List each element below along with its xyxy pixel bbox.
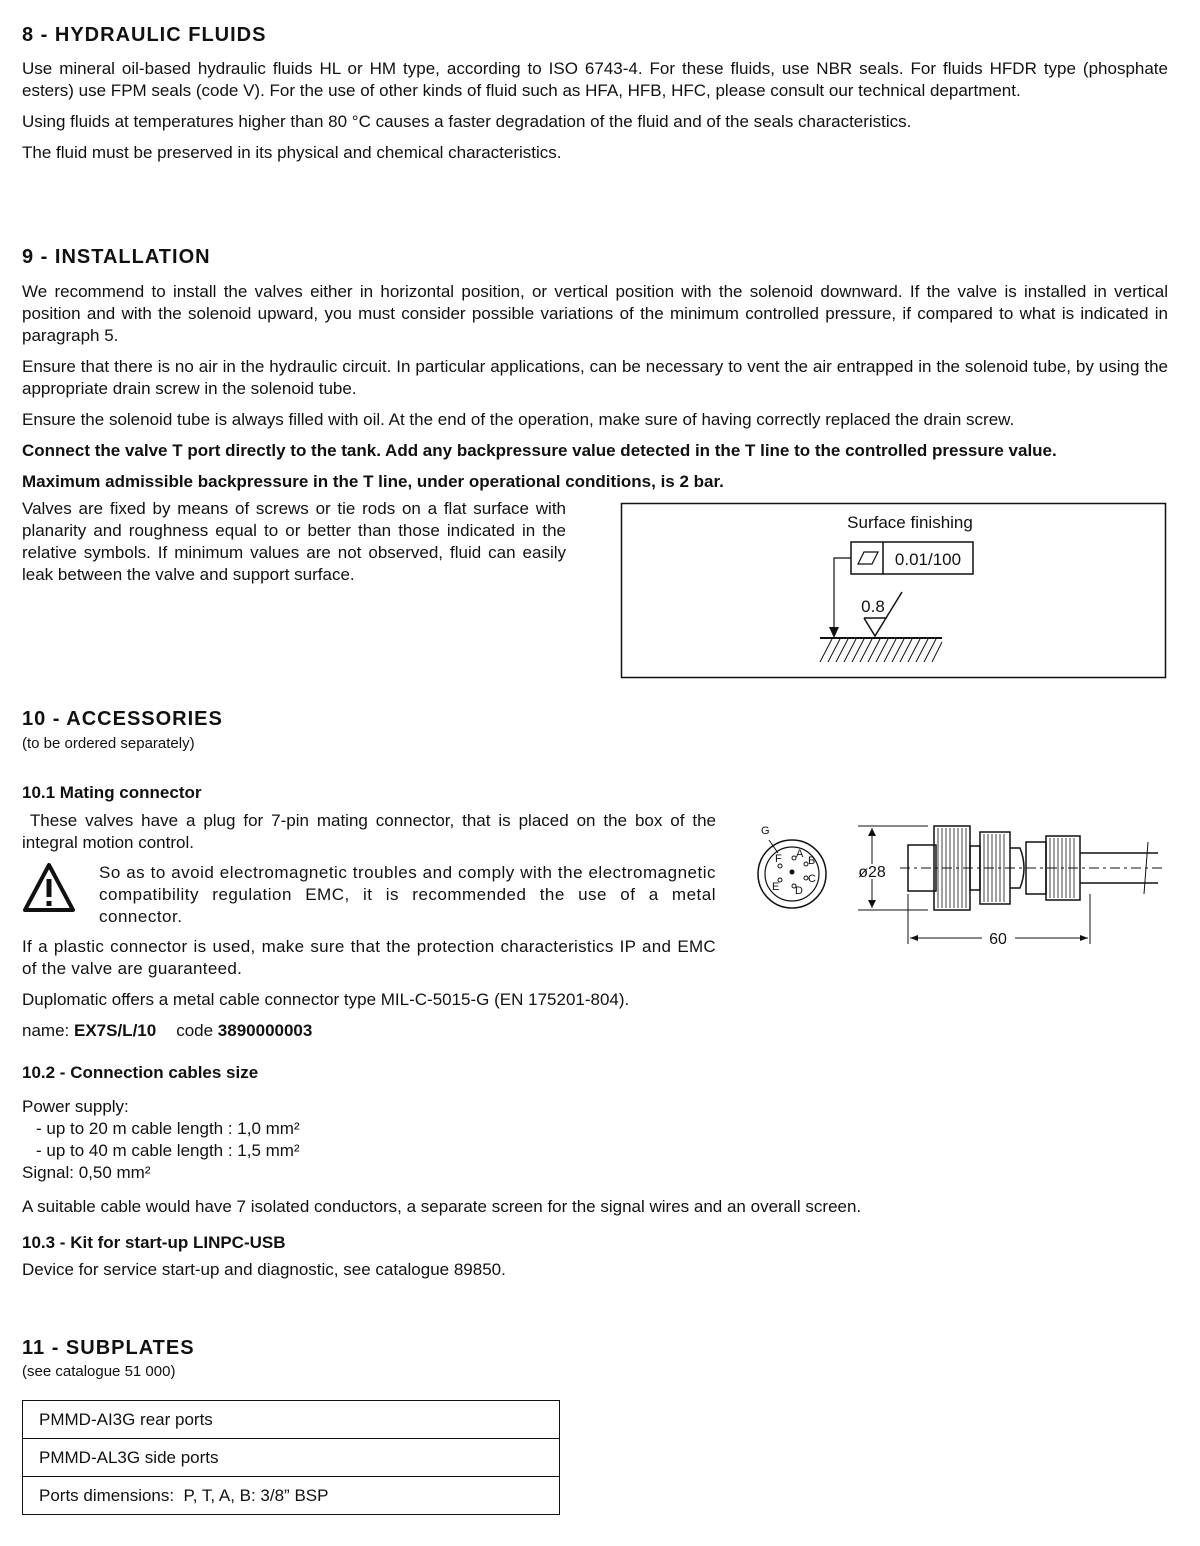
section-9-paragraph: We recommend to install the valves either in horizontal position, or vertical position with the solenoid downward. If the valve is installed in vertical position and with the solenoid upward, you must consider possible variations of the minimum controlled pressure, if compared to what is indicated in paragraph 5. [22, 282, 1168, 345]
section-11-title: 11 - SUBPLATES [22, 1337, 195, 1359]
section-9-paragraph: Ensure that there is no air in the hydraulic circuit. In particular applications, can be necessary to vent the air entrapped in the solenoid tube, by using the appropriate drain screw in the solenoid tube. [22, 357, 1168, 398]
subsection-10-3-title: 10.3 - Kit for start-up LINPC-USB [22, 1233, 286, 1252]
section-10-subtitle: (to be ordered separately) [22, 735, 195, 752]
code-value: 3890000003 [217, 1021, 313, 1040]
section-9-mounting-text: Valves are fixed by means of screws or tie rods on a flat surface with planarity and roughness equal to or better than those indicated in the relative symbols. If minimum values are not observed, fluid can easily leak between the valve and support surface. [22, 499, 566, 584]
flatness-icon [858, 552, 878, 564]
pin-label-a: A [796, 848, 804, 860]
subsection-10-2-title: 10.2 - Connection cables size [22, 1063, 259, 1082]
surface-finishing-figure [620, 502, 1168, 680]
cable-20m: - up to 20 m cable length : 1,0 mm² [36, 1119, 300, 1138]
section-9-paragraph: Ensure the solenoid tube is always filled with oil. At the end of the operation, make sure of having correctly replaced the drain screw. [22, 410, 1015, 429]
surface-finishing-title: Surface finishing [847, 513, 973, 532]
table-row [23, 1439, 560, 1477]
connector-name-code [22, 1020, 716, 1042]
connector-front-view [758, 825, 826, 908]
cable-40m: - up to 40 m cable length : 1,5 mm² [36, 1141, 300, 1160]
cable-signal: Signal: 0,50 mm² [22, 1163, 151, 1182]
name-label: name: [22, 1021, 74, 1040]
subplates-table [22, 1400, 560, 1515]
emc-warning-text: So as to avoid electromagnetic troubles and comply with the electromagnetic compatibility regulation EMC, it is recommended the use of a metal connector. [99, 863, 716, 926]
table-row [23, 1401, 560, 1439]
table-cell: Ports dimensions: P, T, A, B: 3/8” BSP [23, 1477, 560, 1515]
cable-recommendation: A suitable cable would have 7 isolated conductors, a separate screen for the signal wires and an overall screen. [22, 1197, 862, 1216]
diameter-dimension: ø28 [858, 864, 886, 881]
flatness-value: 0.01/100 [894, 550, 962, 569]
surface-hatching [820, 639, 942, 662]
section-8-title: 8 - HYDRAULIC FLUIDS [22, 24, 267, 46]
cable-power-supply: Power supply: [22, 1097, 129, 1116]
section-11-subtitle: (see catalogue 51 000) [22, 1363, 176, 1380]
table-row [23, 1477, 560, 1515]
section-8-paragraph: Using fluids at temperatures higher than 80 °C causes a faster degradation of the fluid and of the seals characteristics. [22, 112, 912, 131]
length-dimension: 60 [989, 931, 1007, 948]
section-9-bold-note: Connect the valve T port directly to the tank. Add any backpressure value detected in the T line to the controlled pressure value. [22, 441, 1057, 460]
pin-label-b: B [808, 855, 816, 867]
subsection-10-1-title: 10.1 Mating connector [22, 783, 202, 802]
roughness-value: 0.8 [861, 597, 885, 616]
connector-drawing [750, 820, 1170, 950]
pin-label-c: C [808, 873, 816, 885]
name-value: EX7S/L/10 [73, 1021, 157, 1040]
section-9-bold-note: Maximum admissible backpressure in the T line, under operational conditions, is 2 bar. [22, 472, 724, 491]
pin-label-d: D [795, 885, 803, 897]
metal-connector-offer: Duplomatic offers a metal cable connector type MIL-C-5015-G (EN 175201-804). [22, 990, 630, 1009]
warning-icon [22, 862, 76, 914]
pin-label-e: E [772, 881, 780, 893]
section-8-paragraph: Use mineral oil-based hydraulic fluids HL or HM type, according to ISO 6743-4. For these fluids, use NBR seals. For fluids HFDR type (phosphate esters) use FPM seals (code V). For the use of other kinds of fluid such as HFA, HFB, HFC, please consult our technical department. [22, 59, 1168, 100]
section-9-title: 9 - INSTALLATION [22, 246, 211, 268]
plastic-connector-note: If a plastic connector is used, make sure that the protection characteristics IP and EMC of the valve are guaranteed. [22, 937, 716, 978]
leader-line [834, 558, 851, 635]
section-10-title: 10 - ACCESSORIES [22, 708, 223, 730]
table-cell: PMMD-AI3G rear ports [23, 1401, 560, 1439]
pin-label-f: F [775, 853, 782, 865]
pin-label-g: G [761, 825, 770, 837]
connector-side-view [858, 826, 1165, 944]
connector-intro: These valves have a plug for 7-pin mating connector, that is placed on the box of the integral motion control. [22, 811, 721, 852]
roughness-symbol [864, 618, 886, 636]
code-label: code [176, 1021, 218, 1040]
table-cell: PMMD-AL3G side ports [23, 1439, 560, 1477]
kit-description: Device for service start-up and diagnostic, see catalogue 89850. [22, 1260, 506, 1279]
section-8-paragraph: The fluid must be preserved in its physical and chemical characteristics. [22, 143, 562, 162]
